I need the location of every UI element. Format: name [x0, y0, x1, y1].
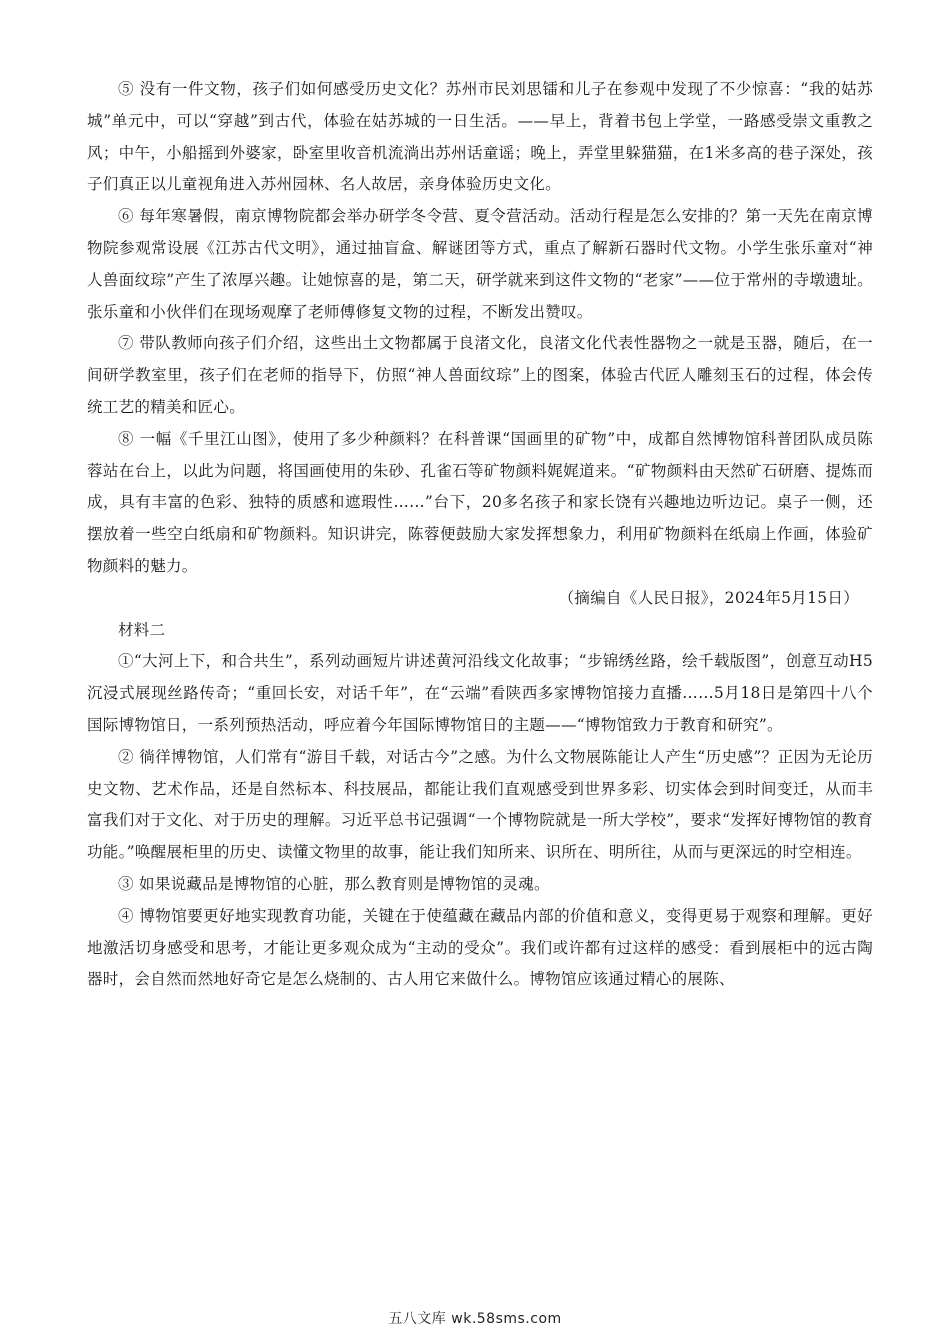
paragraph-7: ⑦ 带队教师向孩子们介绍，这些出土文物都属于良渚文化，良渚文化代表性器物之一就是玉器，随后，在一间研学教室里，孩子们在老师的指导下，仿照“神人兽面纹琮”上的图案，体验古代匠人雕刻玉石的过程，体会传统工艺的精美和匠心。 — [87, 334, 873, 416]
footer-watermark: 五八文库 wk.58sms.com — [388, 1311, 562, 1327]
material-two-paragraph-4: ④ 博物馆要更好地实现教育功能，关键在于使蕴藏在藏品内部的价值和意义，变得更易于观察和理解。更好地激活切身感受和思考，才能让更多观众成为“主动的受众”。我们或许都有过这样的感受：看到展柜中的远古陶器时，会自然而然地好奇它是怎么烧制的、古人用它来做什么。博物馆应该通过精心的展陈、 — [87, 906, 873, 989]
material-two-heading: 材料二 — [118, 620, 166, 639]
material-two-paragraph-3: ③ 如果说藏品是博物馆的心脏，那么教育则是博物馆的灵魂。 — [118, 874, 550, 893]
document-body — [87, 74, 873, 996]
material-two-paragraph-1: ①“大河上下，和合共生”，系列动画短片讲述黄河沿线文化故事；“步锦绣丝路，绘千载版图”，创意互动H5沉浸式展现丝路传奇；“重回长安，对话千年”，在“云端”看陕西多家博物馆接力直播……5月18日是第四十八个国际博物馆日，一系列预热活动，呼应着今年国际博物馆日的主题——“博物馆致力于教育和研究”。 — [87, 652, 873, 734]
paragraph-8: ⑧ 一幅《千里江山图》，使用了多少种颜料？在科普课“国画里的矿物”中，成都自然博物馆科普团队成员陈蓉站在台上，以此为问题，将国画使用的朱砂、孔雀石等矿物颜料娓娓道来。“矿物颜料由天然矿石研磨、提炼而成，具有丰富的色彩、独特的质感和遮瑕性……”台下，20多名孩子和家长饶有兴趣地边听边记。桌子一侧，还摆放着一些空白纸扇和矿物颜料。知识讲完，陈蓉便鼓励大家发挥想象力，利用矿物颜料在纸扇上作画，体验矿物颜料的魅力。 — [87, 429, 873, 575]
paragraph-5: ⑤ 没有一件文物，孩子们如何感受历史文化？苏州市民刘思镭和儿子在参观中发现了不少惊喜：“我的姑苏城”单元中，可以“穿越”到古代，体验在姑苏城的一日生活。——早上，背着书包上学堂，一路感受崇文重教之风；中午，小船摇到外婆家，卧室里收音机流淌出苏州话童谣；晚上，弄堂里躲猫猫，在1米多高的巷子深处，孩子们真正以儿童视角进入苏州园林、名人故居，亲身体验历史文化。 — [87, 80, 873, 194]
source-citation: （摘编自《人民日报》，2024年5月15日） — [558, 588, 859, 607]
material-two-paragraph-2: ② 徜徉博物馆，人们常有“游目千载，对话古今”之感。为什么文物展陈能让人产生“历史感”？正因为无论历史文物、艺术作品，还是自然标本、科技展品，都能让我们直观感受到世界多彩、切实体会到时间变迁，从而丰富我们对于文化、对于历史的理解。习近平总书记强调“一个博物院就是一所大学校”，要求“发挥好博物馆的教育功能。”唤醒展柜里的历史、读懂文物里的故事，能让我们知所来、识所在、明所往，从而与更深远的时空相连。 — [87, 747, 873, 862]
paragraph-6: ⑥ 每年寒暑假，南京博物院都会举办研学冬令营、夏令营活动。活动行程是怎么安排的？第一天先在南京博物院参观常设展《江苏古代文明》，通过抽盲盒、解谜团等方式，重点了解新石器时代文物。小学生张乐童对“神人兽面纹琮”产生了浓厚兴趣。让她惊喜的是，第二天，研学就来到这件文物的“老家”——位于常州的寺墩遗址。张乐童和小伙伴们在现场观摩了老师傅修复文物的过程，不断发出赞叹。 — [87, 207, 873, 321]
